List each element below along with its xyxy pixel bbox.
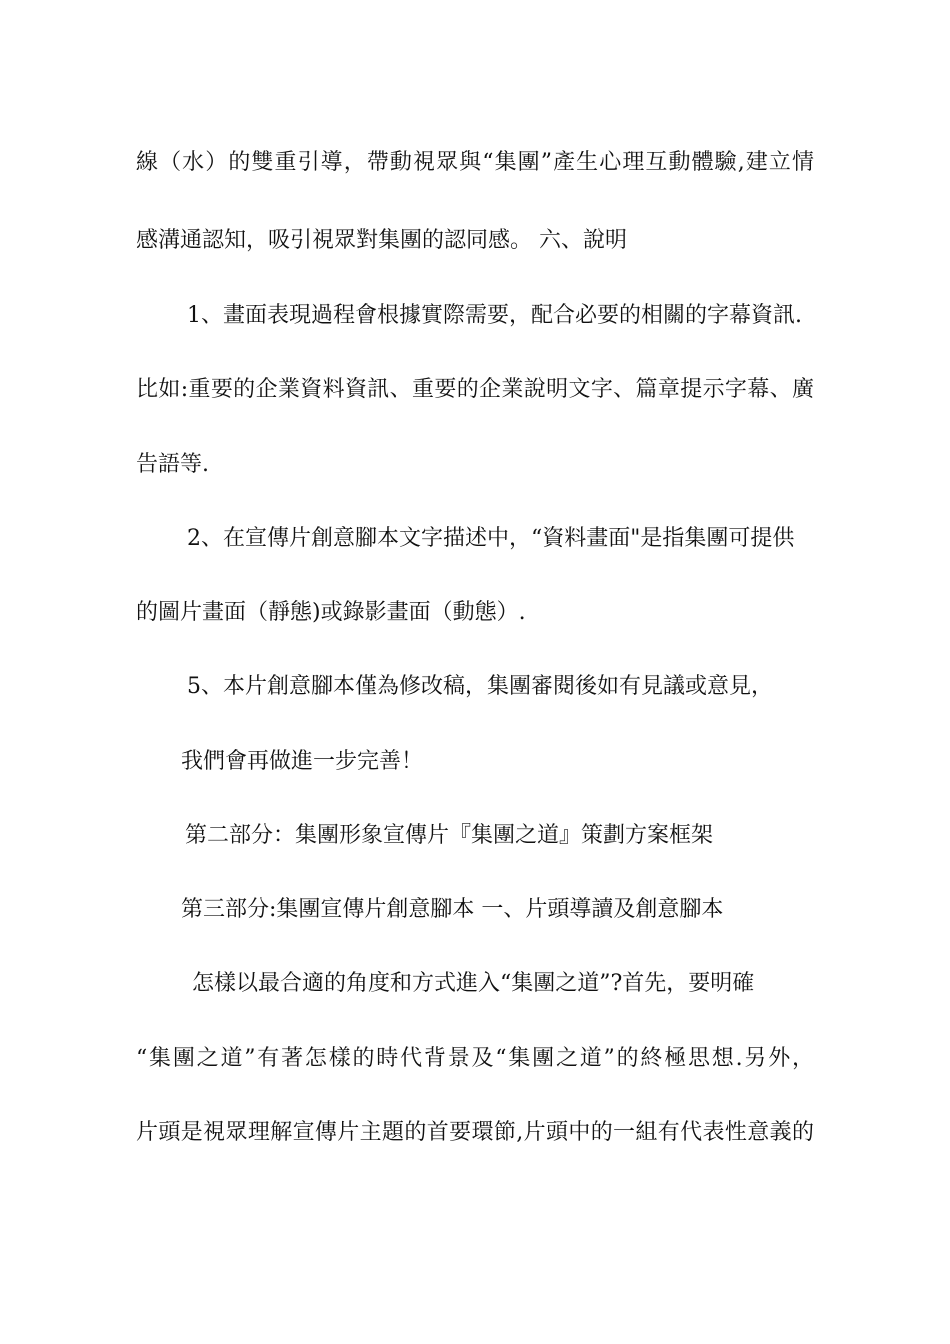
paragraph-line-1: 線（水）的雙重引導，帶動視眾與“集團”產生心理互動體驗,建立情 [136, 150, 814, 175]
paragraph-line-2: 感溝通認知，吸引視眾對集團的認同感。 六、說明 [136, 228, 627, 253]
paragraph-line-13: “集團之道”有著怎樣的時代背景及“集團之道”的終極思想.另外， [136, 1046, 814, 1071]
paragraph-line-5: 告語等. [136, 452, 209, 477]
paragraph-line-12: 怎樣以最合適的角度和方式進入“集團之道”?首先，要明確 [192, 971, 755, 996]
paragraph-line-3: 1、畫面表現過程會根據實際需要，配合必要的相關的字幕資訊. [187, 303, 802, 328]
section-heading-part-2: 第二部分：集團形象宣傳片『集團之道』策劃方案框架 [185, 823, 714, 848]
paragraph-line-4: 比如:重要的企業資料資訊、重要的企業說明文字、篇章提示字幕、廣 [136, 377, 814, 402]
paragraph-line-14: 片頭是視眾理解宣傳片主題的首要環節,片頭中的一組有代表性意義的 [136, 1120, 814, 1145]
paragraph-line-8: 5、本片創意腳本僅為修改稿，集團審閱後如有見議或意見， [187, 674, 773, 699]
section-heading-part-3: 第三部分:集團宣傳片創意腳本 一、片頭導讀及創意腳本 [181, 897, 724, 922]
paragraph-line-9: 我們會再做進一步完善！ [181, 749, 424, 774]
paragraph-line-6: 2、在宣傳片創意腳本文字描述中，“資料畫面"是指集團可提供 [187, 526, 795, 551]
paragraph-line-7: 的圖片畫面（靜態)或錄影畫面（動態）. [136, 600, 526, 625]
